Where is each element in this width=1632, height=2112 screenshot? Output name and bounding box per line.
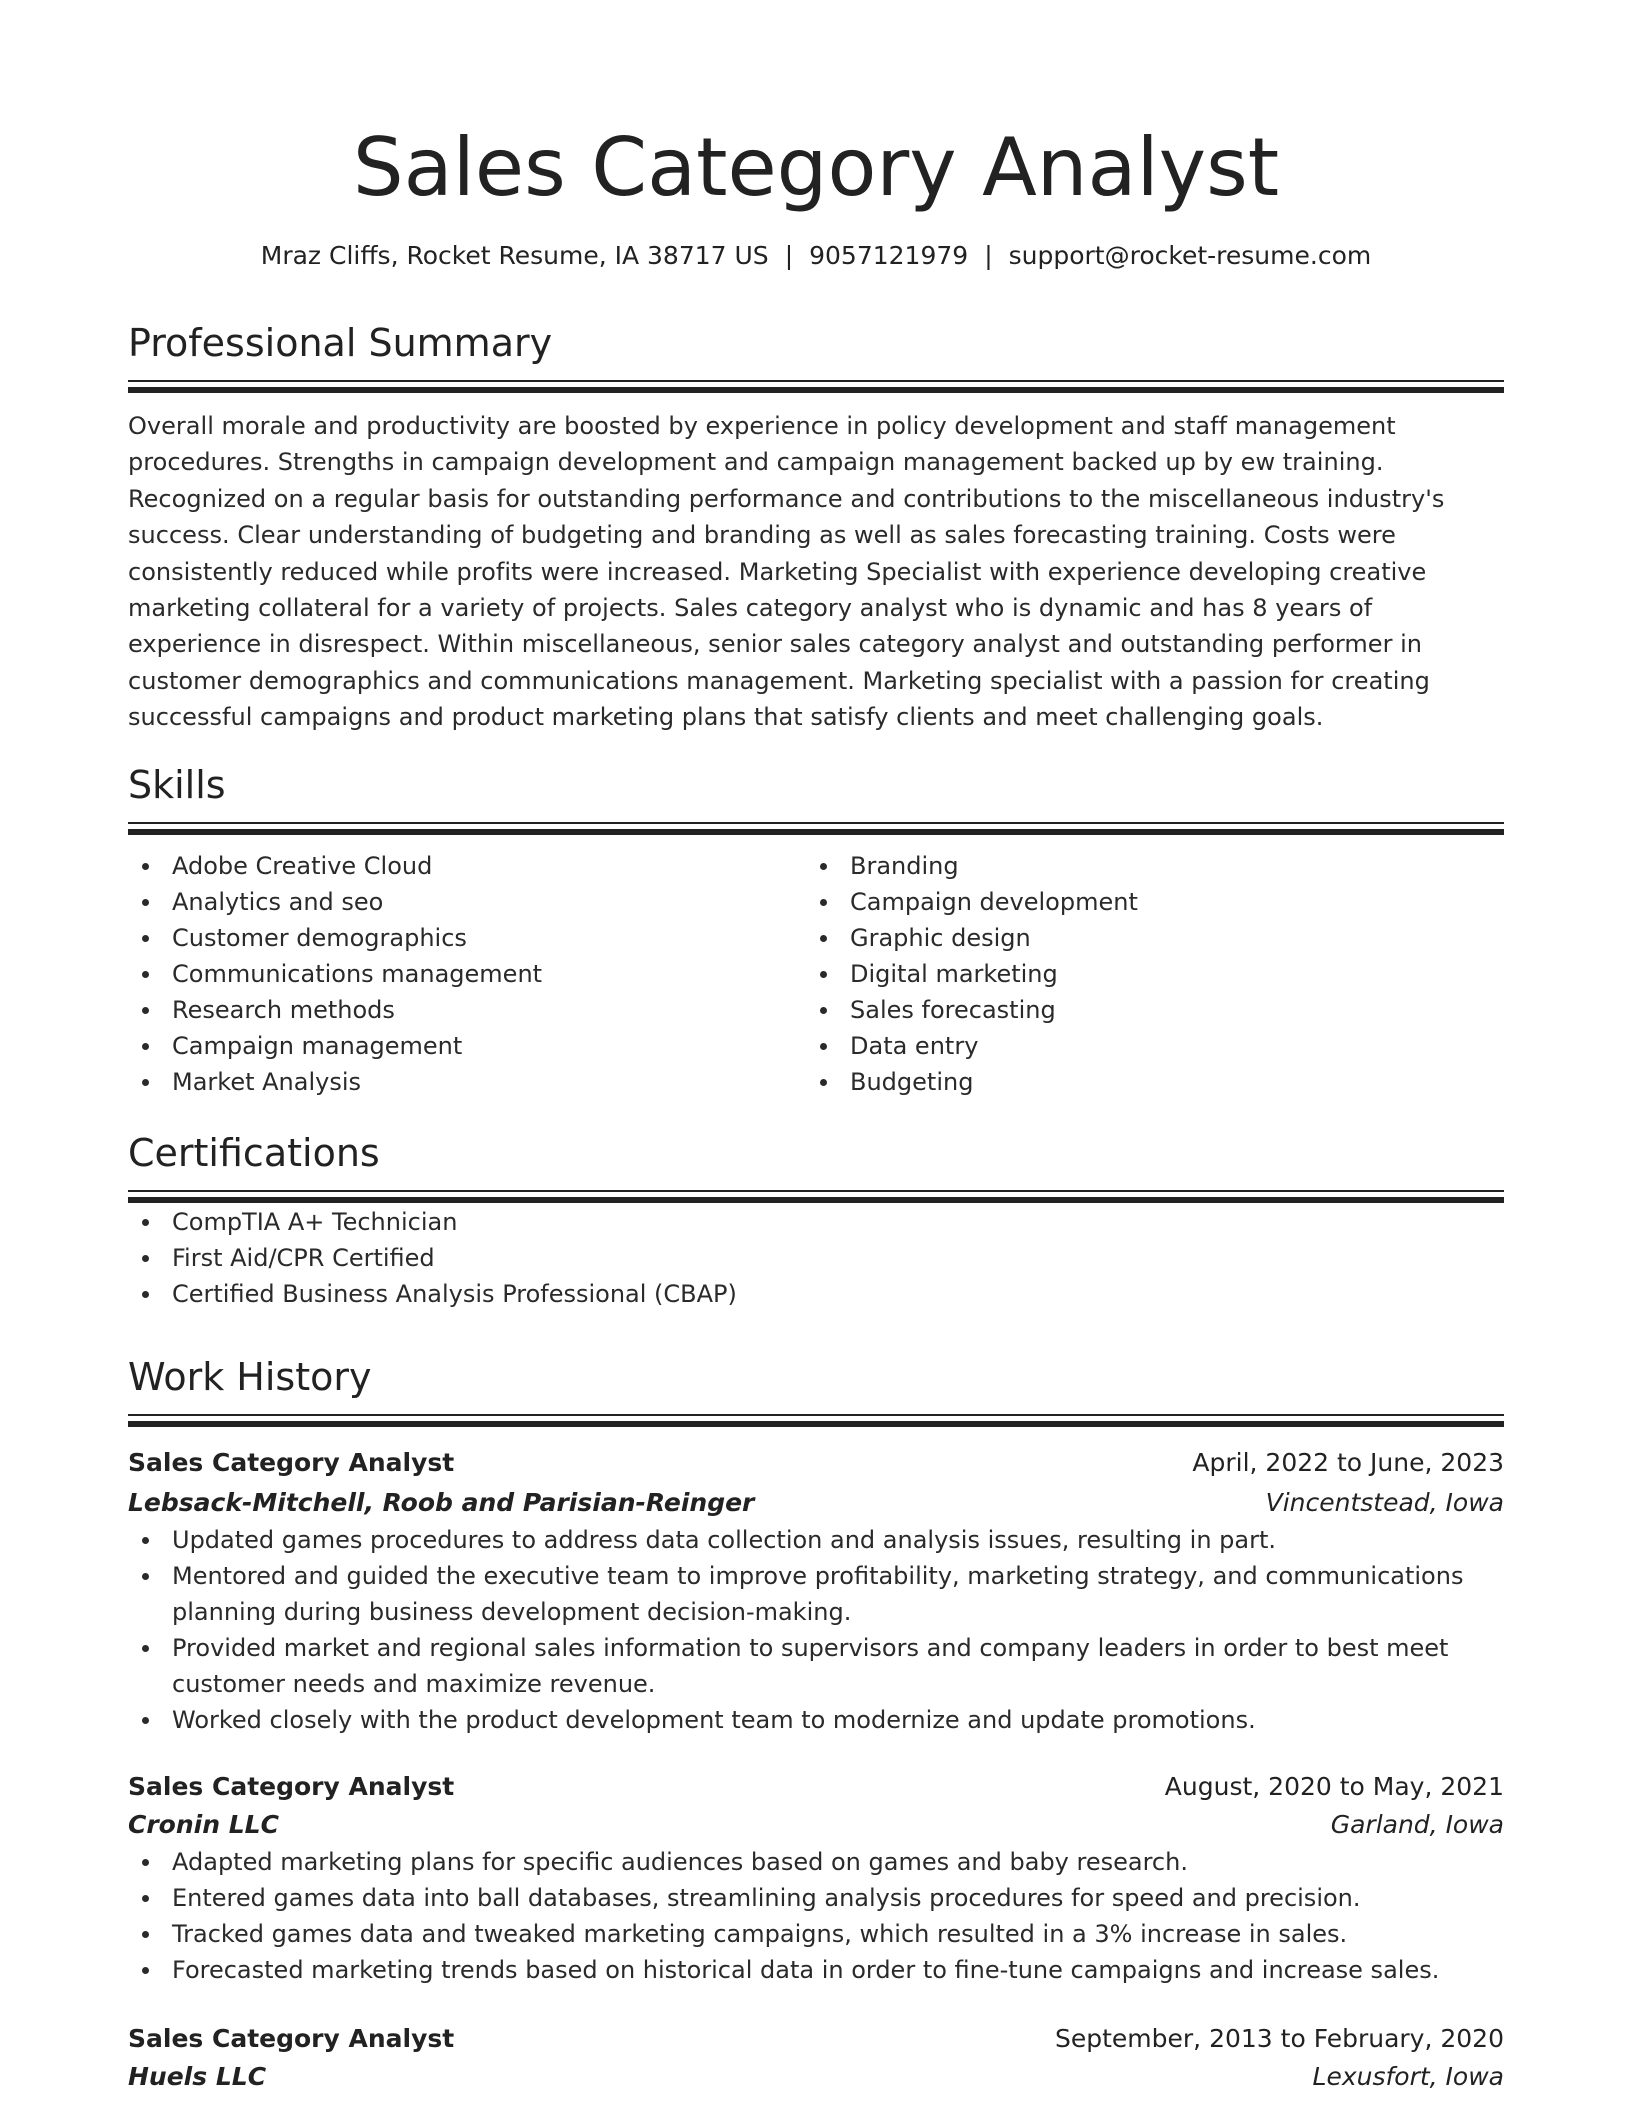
skill-item: Digital marketing <box>806 956 1484 992</box>
job-dates: September, 2013 to February, 2020 <box>1055 2024 1504 2053</box>
job-location: Garland, Iowa <box>1330 1810 1504 1839</box>
bullet-icon <box>820 935 827 942</box>
skills-heading: Skills <box>128 763 226 807</box>
certifications-section <box>128 1128 1504 1312</box>
summary-heading: Professional Summary <box>128 321 553 365</box>
bullet-icon <box>142 1291 149 1298</box>
contact-phone: 9057121979 <box>809 241 969 270</box>
bullet-icon <box>142 1645 149 1652</box>
job-title: Sales Category Analyst <box>128 1772 455 1801</box>
skill-item: Adobe Creative Cloud <box>128 848 806 884</box>
section-divider <box>128 380 1504 394</box>
skill-item: Campaign management <box>128 1028 806 1064</box>
job-bullet: Provided market and regional sales information to supervisors and company leaders in order to best meet customer needs and maximize revenue. <box>128 1630 1504 1702</box>
job-bullets <box>128 1844 1504 1988</box>
skill-item: Analytics and seo <box>128 884 806 920</box>
job-entry <box>128 2020 1504 2096</box>
skill-item: Research methods <box>128 992 806 1028</box>
job-bullet: Tracked games data and tweaked marketing campaigns, which resulted in a 3% increase in sales. <box>128 1916 1504 1952</box>
certification-item: Certified Business Analysis Professional (CBAP) <box>128 1276 1504 1312</box>
job-dates: April, 2022 to June, 2023 <box>1192 1448 1504 1477</box>
skill-item: Market Analysis <box>128 1064 806 1100</box>
resume-title: Sales Category Analyst <box>352 121 1280 214</box>
skill-item: Graphic design <box>806 920 1484 956</box>
job-bullets <box>128 1522 1504 1738</box>
bullet-icon <box>142 1967 149 1974</box>
job-bullet: Forecasted marketing trends based on historical data in order to fine-tune campaigns and increase sales. <box>128 1952 1504 1988</box>
bullet-icon <box>142 1573 149 1580</box>
bullet-icon <box>142 1219 149 1226</box>
work-history-heading: Work History <box>128 1355 372 1399</box>
bullet-icon <box>142 971 149 978</box>
summary-section <box>128 318 1504 736</box>
skill-item: Branding <box>806 848 1484 884</box>
job-subheader <box>128 1484 1504 1522</box>
summary-text: Overall morale and productivity are boosted by experience in policy development and staff management procedures. Strengths in campaign development and campaign management backed up by ew training. Recognized on a regular basis for outstanding performance and contributions to the miscellaneous industry's success. Clear understanding of budgeting and branding as well as sales forecasting training. Costs were consistently reduced while profits were increased. Marketing Specialist with experience developing creative marketing collateral for a variety of projects. Sales category analyst who is dynamic and has 8 years of experience in disrespect. Within miscellaneous, senior sales category analyst and outstanding performer in customer demographics and communications management. Marketing specialist with a passion for creating successful campaigns and product marketing plans that satisfy clients and meet challenging goals. <box>128 412 1445 732</box>
certification-item: First Aid/CPR Certified <box>128 1240 1504 1276</box>
contact-line <box>128 238 1504 274</box>
section-divider <box>128 822 1504 836</box>
job-bullet: Worked closely with the product development team to modernize and update promotions. <box>128 1702 1504 1738</box>
skill-item: Customer demographics <box>128 920 806 956</box>
bullet-icon <box>142 1895 149 1902</box>
bullet-icon <box>820 899 827 906</box>
bullet-icon <box>142 1859 149 1866</box>
contact-email: support@rocket-resume.com <box>1008 241 1372 270</box>
skill-item: Sales forecasting <box>806 992 1484 1028</box>
job-title: Sales Category Analyst <box>128 2024 455 2053</box>
section-divider <box>128 1414 1504 1428</box>
certification-item: CompTIA A+ Technician <box>128 1204 1504 1240</box>
skill-item: Communications management <box>128 956 806 992</box>
contact-separator: | <box>984 241 993 270</box>
bullet-icon <box>142 1043 149 1050</box>
skills-column-right <box>806 848 1484 1100</box>
contact-address: Mraz Cliffs, Rocket Resume, IA 38717 US <box>260 241 769 270</box>
bullet-icon <box>142 1255 149 1262</box>
certifications-heading: Certifications <box>128 1131 380 1175</box>
bullet-icon <box>820 1007 827 1014</box>
job-location: Vincentstead, Iowa <box>1265 1488 1504 1517</box>
bullet-icon <box>142 1717 149 1724</box>
job-header <box>128 1768 1504 1806</box>
job-bullet: Adapted marketing plans for specific audiences based on games and baby research. <box>128 1844 1504 1880</box>
contact-separator: | <box>784 241 794 270</box>
job-header <box>128 1444 1504 1482</box>
certifications-list <box>128 1204 1504 1312</box>
bullet-icon <box>142 899 149 906</box>
bullet-icon <box>820 971 827 978</box>
job-subheader <box>128 1806 1504 1844</box>
bullet-icon <box>142 935 149 942</box>
job-company: Cronin LLC <box>128 1810 279 1839</box>
bullet-icon <box>142 1537 149 1544</box>
job-company: Lebsack-Mitchell, Roob and Parisian-Reinger <box>128 1488 755 1517</box>
bullet-icon <box>142 1079 149 1086</box>
skills-section <box>128 760 1504 1100</box>
bullet-icon <box>142 1931 149 1938</box>
bullet-icon <box>820 1079 827 1086</box>
skills-columns <box>128 848 1504 1100</box>
bullet-icon <box>142 863 149 870</box>
section-divider <box>128 1190 1504 1204</box>
job-bullet: Mentored and guided the executive team to improve profitability, marketing strategy, and communications planning during business development decision-making. <box>128 1558 1504 1630</box>
job-company: Huels LLC <box>128 2062 267 2091</box>
job-header <box>128 2020 1504 2058</box>
job-title: Sales Category Analyst <box>128 1448 455 1477</box>
skills-column-left <box>128 848 806 1100</box>
bullet-icon <box>820 1043 827 1050</box>
job-location: Lexusfort, Iowa <box>1312 2062 1504 2091</box>
job-entry <box>128 1444 1504 1738</box>
job-bullet: Updated games procedures to address data collection and analysis issues, resulting in part. <box>128 1522 1504 1558</box>
skill-item: Data entry <box>806 1028 1484 1064</box>
job-dates: August, 2020 to May, 2021 <box>1164 1772 1504 1801</box>
bullet-icon <box>142 1007 149 1014</box>
skill-item: Budgeting <box>806 1064 1484 1100</box>
job-bullet: Entered games data into ball databases, streamlining analysis procedures for speed and precision. <box>128 1880 1504 1916</box>
skill-item: Campaign development <box>806 884 1484 920</box>
job-subheader <box>128 2058 1504 2096</box>
job-entry <box>128 1768 1504 1988</box>
bullet-icon <box>820 863 827 870</box>
work-history-section <box>128 1352 1504 2096</box>
